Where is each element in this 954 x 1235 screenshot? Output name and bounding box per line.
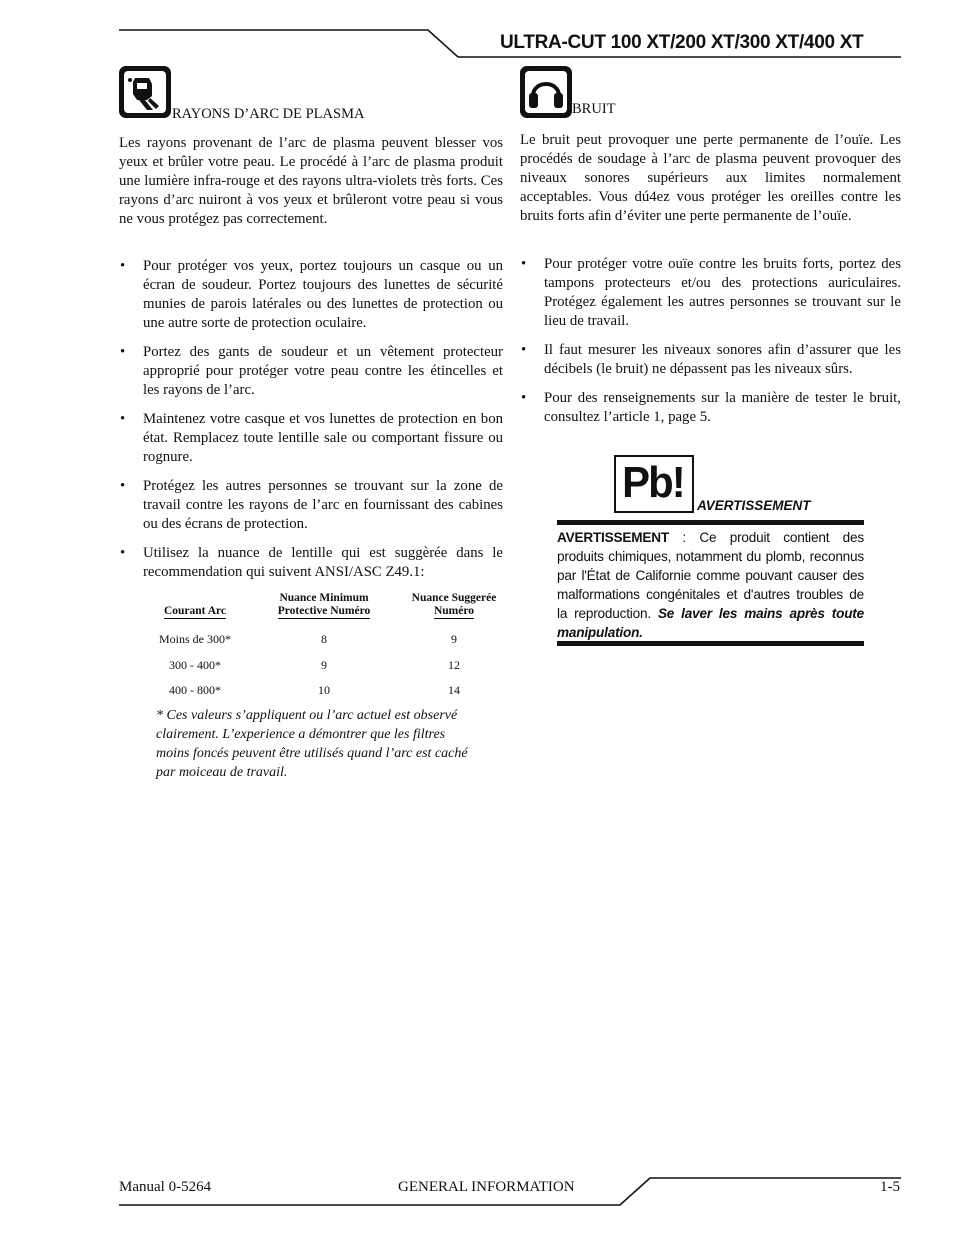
section-heading-arc-rays: RAYONS D’ARC DE PLASMA — [172, 106, 365, 122]
table-cell: 10 — [318, 683, 330, 698]
pb-warning-icon: Pb! — [622, 458, 684, 507]
arc-rays-bullet-list — [119, 257, 503, 592]
table-row — [145, 678, 505, 704]
section-heading-noise: BRUIT — [572, 101, 616, 117]
footer-page-number: 1-5 — [880, 1179, 900, 1195]
list-item: • Pour protéger votre ouïe contre les bruits forts, portez des tampons protecteurs et/ou des protections auriculaires. Protégez également les autres personnes se trouvant sur le lieu de travail. — [521, 256, 901, 329]
list-item: • Pour des renseignements sur la manière de tester le bruit, consultez l’article 1, page 5. — [521, 390, 901, 425]
table-row — [145, 627, 505, 653]
noise-intro: Le bruit peut provoquer une perte permanente de l’ouïe. Les procédés de soudage à l’arc de plasma peuvent provoquer des niveaux sonores supérieurs aux limites normalement acceptables. Vous dú4ez vous protéger les oreilles contre les bruits forts afin d’éviter une perte permanente de l’ouïe. — [520, 132, 901, 224]
list-item: • Portez des gants de soudeur et un vêtement protecteur approprié pour protéger votre peau contre les étincelles et les rayons de l’arc. — [120, 344, 503, 398]
column-header: Courant Arc — [163, 605, 227, 617]
table-cell: 14 — [448, 683, 460, 698]
list-item: • Maintenez votre casque et vos lunettes de protection en bon état. Remplacez toute lentille sale ou comportant fissure ou rognure. — [120, 411, 503, 465]
column-header: Nuance Suggerée Numéro — [411, 592, 497, 617]
list-item: • Utilisez la nuance de lentille qui est suggèrée dans le recommendation qui suivent ANSI/ASC Z49.1: — [120, 545, 503, 580]
table-cell: 9 — [451, 632, 457, 647]
ear-protection-icon — [520, 66, 572, 118]
list-item: • Il faut mesurer les niveaux sonores afin d’assurer que les décibels (le bruit) ne dépassent pas les niveaux sûrs. — [521, 342, 901, 377]
table-cell: 8 — [321, 632, 327, 647]
lens-shade-table — [145, 592, 505, 704]
warning-lead: AVERTISSEMENT — [557, 530, 669, 545]
table-cell: 9 — [321, 657, 327, 672]
noise-bullet-list — [520, 255, 901, 437]
column-header: Nuance Minimum Protective Numéro — [277, 592, 371, 617]
warning-bottom-rule — [557, 641, 864, 646]
warning-top-rule — [557, 520, 864, 525]
table-cell: 12 — [448, 657, 460, 672]
list-item: • Pour protéger vos yeux, portez toujours un casque ou un écran de soudeur. Portez toujours des lunettes de sécurité munies de parois latérales ou des lunettes de protection ou une autre sorte de protection oculaire. — [120, 258, 503, 331]
arc-rays-intro: Les rayons provenant de l’arc de plasma peuvent blesser vos yeux et brûler votre peau. Le procédé à l’arc de plasma produit une lumière infra-rouge et des rayons ultra-violets très forts. Ces rayons d’arc nuiront à vos yeux et brûleront votre peau si vous ne vous protégez pas correctement. — [119, 135, 503, 227]
warning-body: : Ce produit contient des produits chimiques, notamment du plomb, reconnus par l'État de Californie comme pouvant causer des malformations congénitales et d'autres troubles de la reproduction. — [557, 530, 864, 621]
table-header-row — [145, 592, 505, 619]
welding-helmet-icon — [119, 66, 171, 118]
table-cell: 300 - 400* — [169, 657, 221, 672]
table-cell: Moins de 300* — [159, 632, 231, 647]
table-row — [145, 653, 505, 679]
list-item: • Protégez les autres personnes se trouvant sur la zone de travail contre les rayons de l’arc en fournissant des cabines ou des écrans de protection. — [120, 478, 503, 532]
warning-text — [557, 528, 864, 642]
table-cell: 400 - 800* — [169, 683, 221, 698]
footer-manual-number: Manual 0-5264 — [119, 1179, 212, 1195]
warning-label: AVERTISSEMENT — [697, 498, 811, 513]
lead-warning-symbol — [614, 455, 694, 513]
table-footnote: * Ces valeurs s’appliquent ou l’arc actuel est observé clairement. L’experience a démontrer que les filtres moins foncés peuvent être utilisés quand l’arc est caché par moiceau de travail. — [156, 708, 468, 780]
footer-section-name: GENERAL INFORMATION — [398, 1179, 575, 1195]
document-title: ULTRA-CUT 100 XT/200 XT/300 XT/400 XT — [500, 32, 864, 53]
table-row — [145, 619, 505, 627]
warning-emphasis: Se laver les mains après toute manipulation. — [557, 606, 864, 640]
